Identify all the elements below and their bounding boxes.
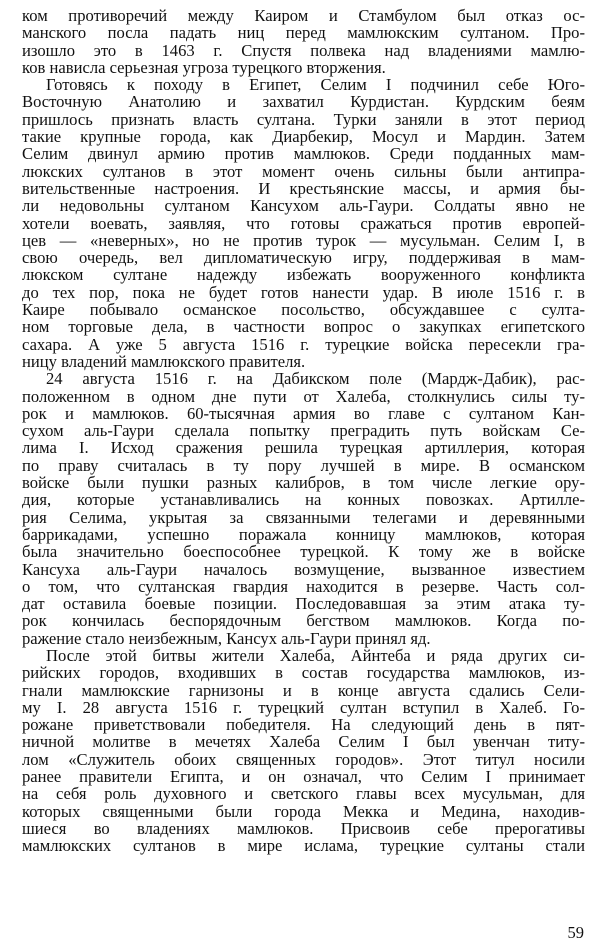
text-line: Восточную Анатолию и захватил Курдистан. Курдским беям [22, 92, 585, 112]
paragraph-4 [22, 647, 585, 855]
text-line: ражение стало неизбежным, Кансух аль-Гаури принял яд. [22, 628, 431, 648]
text-line: Готовясь к походу в Египет, Селим I подчинил себе Юго- [46, 75, 585, 95]
text-line: ранее правители Египта, и он означал, что Селим I принимает [22, 767, 585, 787]
text-line: ком противоречий между Каиром и Стамбулом был отказ ос- [22, 6, 585, 25]
text-line: дат оставила боевые позиции. Последовавшая за этим атака ту- [22, 594, 585, 614]
text-line: После этой битвы жители Халеба, Айнтеба и ряда других си- [46, 645, 585, 665]
text-line: му I. 28 августа 1516 г. турецкий султан вступил в Халеб. Го- [22, 697, 585, 717]
text-line: хотели воевать, заявляя, что готовы сражаться против европей- [22, 213, 585, 233]
text-line: шиеся во владениях мамлюков. Присвоив себе прерогативы [22, 818, 585, 838]
text-line: которых священными были города Мекка и Медина, находив- [22, 801, 585, 821]
text-line: мамлюкских султанов в мире ислама, турецкие султаны стали [22, 836, 585, 856]
text-line: ков нависла серьезная угроза турецкого вторжения. [22, 57, 386, 77]
text-line: изошло это в 1463 г. Спустя полвека над владениями мамлю- [22, 40, 585, 60]
text-line: люкском султане надежду избежать вооруженного конфликта [22, 265, 585, 285]
text-line: лима I. Исход сражения решила турецкая артиллерия, которая [22, 438, 585, 458]
text-line: свою очередь, вел дипломатическую игру, поддерживая в мам- [22, 248, 585, 268]
text-line: лом «Служитель обоих священных городов». Этот титул носили [22, 749, 585, 769]
text-line: ничной молитве в мечетях Халеба Селим I был увенчан титу- [22, 732, 585, 752]
text-line: гнали мамлюкские гарнизоны и в конце августа сдались Сели- [22, 680, 585, 700]
page-number: 59 [567, 923, 584, 942]
text-line: рожане приветствовали победителя. На следующий день в пят- [22, 715, 585, 735]
paragraph-1 [22, 7, 585, 76]
text-line: 24 августа 1516 г. на Дабикском поле (Мардж-Дабик), рас- [46, 369, 585, 389]
paragraph-2 [22, 76, 585, 370]
text-line: дия, которые устанавливались на конных повозках. Артилле- [22, 490, 585, 510]
text-line: рок и мамлюков. 60-тысячная армия во главе с султаном Кан- [22, 403, 585, 423]
text-line: Селим двинул армию против мамлюков. Среди подданных мам- [22, 144, 585, 164]
text-line: рок кончилась беспорядочным бегством мамлюков. Когда по- [22, 611, 585, 631]
paragraph-3 [22, 370, 585, 647]
text-line: ли недовольны султаном Кансухом аль-Гаури. Солдаты явно не [22, 196, 585, 216]
text-line: по праву считалась в ту пору лучшей в мире. В османском [22, 455, 585, 475]
text-line: Кансуха аль-Гаури началось возмущение, вызванное известием [22, 559, 585, 579]
text-line: на себя роль духовного и светского главы всех мусульман, для [22, 784, 585, 804]
text-line: баррикадами, успешно поражала конницу мамлюков, которая [22, 524, 585, 544]
text-line: ницу владений мамлюкского правителя. [22, 351, 306, 371]
text-line: о том, что султанская гвардия находится в резерве. Часть сол- [22, 576, 585, 596]
text-line: войске были пушки разных калибров, в том числе легкие ору- [22, 473, 585, 493]
text-line: такие крупные города, как Диарбекир, Мосул и Мардин. Затем [22, 127, 585, 147]
text-line: манского посла падать ниц перед мамлюкским султаном. Про- [22, 23, 585, 43]
text-line: до тех пор, пока не будет готов нанести удар. В июле 1516 г. в [22, 282, 585, 302]
text-line: рийских городов, входивших в состав государства мамлюков, из- [22, 663, 585, 683]
text-line: была значительно боеспособнее турецкой. К тому же в войске [22, 542, 585, 562]
page-text-block [22, 7, 585, 855]
text-line: рия Селима, укрытая за связанными телегами и деревянными [22, 507, 585, 527]
text-line: пришлось признать власть султана. Турки заняли в этот период [22, 109, 585, 129]
text-line: цев — «неверных», но не против турок — мусульман. Селим I, в [22, 230, 585, 250]
text-line: сухом аль-Гаури сделала попытку преградить путь войскам Се- [22, 421, 585, 441]
text-line: вительственные настроения. И крестьянские массы, и армия бы- [22, 178, 585, 198]
text-line: люкских султанов в этот момент очень сильны были антипра- [22, 161, 585, 181]
text-line: Каире побывало османское посольство, обсуждавшее с султа- [22, 300, 585, 320]
text-line: положенном в одном дне пути от Халеба, столкнулись силы ту- [22, 386, 585, 406]
text-line: ном торговые дела, в частности вопрос о закупках египетского [22, 317, 585, 337]
text-line: сахара. А уже 5 августа 1516 г. турецкие войска пересекли гра- [22, 334, 585, 354]
